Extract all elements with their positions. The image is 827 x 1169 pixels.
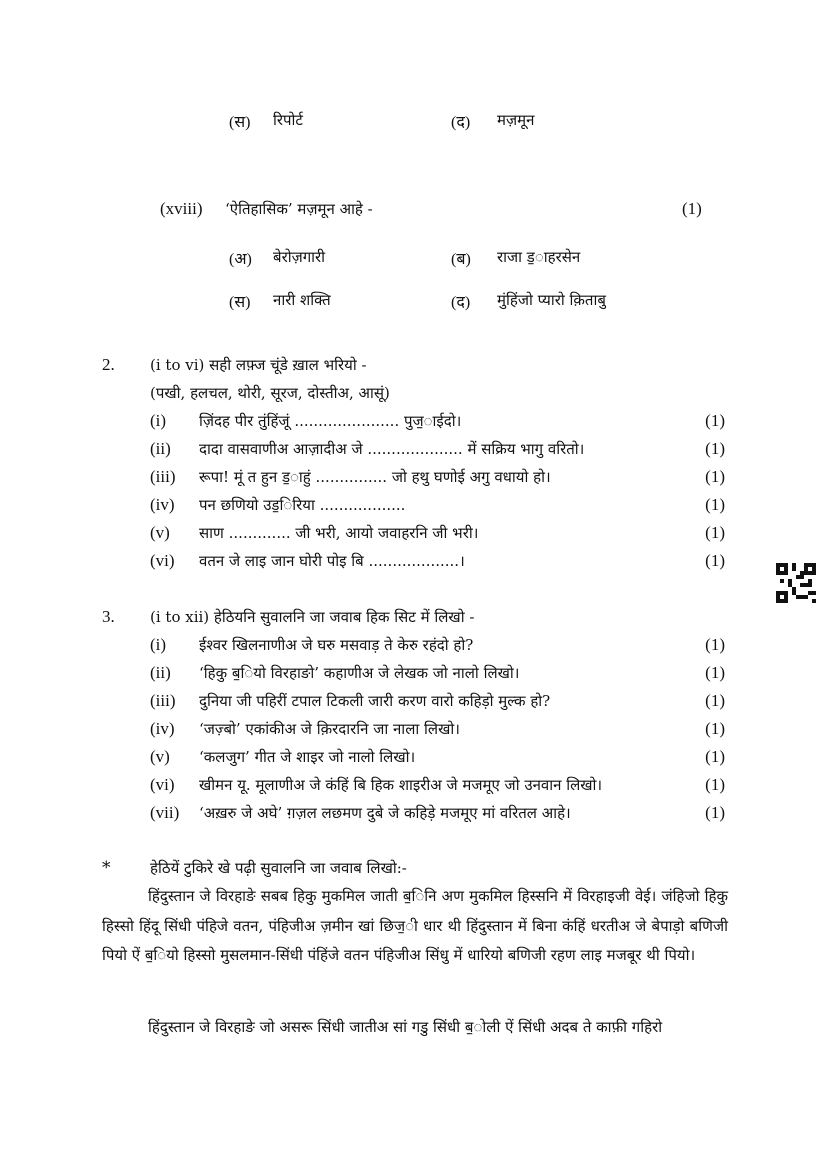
item-text: ‘हिकु ब॒ियो विरहाङो’ कहाणीअ जे लेखक जो नालो लिखो।	[199, 664, 520, 682]
question-number: (xviii)	[160, 199, 203, 218]
option-a-label: (अ)	[229, 251, 252, 268]
question-marks: (1)	[682, 199, 702, 218]
item-number: (vi)	[150, 775, 175, 794]
item-text: दादा वासवाणीअ आज़ादीअ जे .................... में सक्रिय भागु वरितो।	[199, 440, 585, 458]
item-number: (i)	[150, 635, 167, 654]
item-text: ईश्वर खिलनाणीअ जे घरु मसवाड़ ते केरु रहंदो हो?	[199, 636, 474, 654]
option-b-label: (ब)	[451, 251, 471, 268]
item-number: (ii)	[150, 663, 171, 682]
item-text: रूपा! मूं त हुन ड॒ाहुं ............... जो हथु घणोई अगु वधायो हो।	[199, 468, 551, 486]
qr-code	[776, 563, 816, 603]
item-number: (iii)	[150, 691, 176, 710]
word-bank: (पखी, हलचल, थोरी, सूरज, दोस्तीअ, आसूं)	[150, 384, 390, 402]
item-marks: (1)	[705, 411, 725, 430]
item-number: (i)	[150, 411, 167, 430]
question-number: 3.	[102, 607, 115, 626]
item-number: (v)	[150, 523, 170, 542]
passage-marker: *	[102, 858, 111, 878]
passage-paragraph-1: हिंदुस्तान जे विरहाङे सबब हिकु मुकमिल जाती ब॒िनि अण मुकमिल हिस्सनि में विरहाइजी वेई। जंहिजो हिकु हिस्सो हिंदू सिंधी पंहिजे वतन, पंहिजीअ ज़मीन खां छिज॒ी धार थी हिंदुस्तान में बिना कंहिं धरतीअ जे बेपाड़ो बणिजी पियो ऐं ब॒ियो हिस्सो मुसलमान-सिंधी पंहिंजे वतन पंहिजीअ सिंधु में धारियो बणिजी रहण लाइ मजबूर थी पियो।	[102, 887, 728, 964]
option-c-label: (स)	[229, 114, 251, 131]
item-text: खीमन यू. मूलाणीअ जे कंहिं बि हिक शाइरीअ जे मजमूए जो उनवान लिखो।	[199, 776, 603, 794]
item-text: साण ............. जी भरी, आयो जवाहरनि जी भरी।	[199, 524, 479, 542]
question-number: 2.	[102, 355, 115, 374]
item-text: पन छणियो उड॒िरिया ..................	[199, 496, 406, 514]
item-marks: (1)	[705, 495, 725, 514]
item-text: ‘कलजुग’ गीत जे शाइर जो नालो लिखो।	[199, 748, 416, 766]
item-marks: (1)	[705, 719, 725, 738]
item-marks: (1)	[705, 803, 725, 822]
option-d-label: (द)	[451, 294, 471, 311]
option-b-text: राजा ड॒ाहरसेन	[497, 248, 581, 266]
item-marks: (1)	[705, 523, 725, 542]
item-marks: (1)	[705, 635, 725, 654]
item-text: ‘जज़्बो’ एकांकीअ जे क़िरदारनि जा नाला लिखो।	[199, 720, 460, 738]
item-marks: (1)	[705, 467, 725, 486]
item-text: वतन जे लाइ जान घोरी पोइ बि ...................।	[199, 552, 465, 570]
item-number: (vii)	[150, 803, 180, 822]
option-a-text: बेरोज़गारी	[273, 248, 326, 266]
item-marks: (1)	[705, 775, 725, 794]
item-marks: (1)	[705, 439, 725, 458]
item-number: (iv)	[150, 719, 175, 738]
item-marks: (1)	[705, 747, 725, 766]
passage-instruction: हेठियें टुकिरे खे पढ़ी सुवालनि जा जवाब लिखो:-	[150, 859, 407, 877]
option-d-label: (द)	[451, 114, 471, 131]
passage-paragraph-2: हिंदुस्तान जे विरहाङे जो असरू सिंधी जातीअ सां गडु सिंधी ब॒ोली ऐं सिंधी अदब ते काफ़ी गहिरो	[148, 1018, 663, 1036]
item-text: दुनिया जी पहिरीं टपाल टिकली जारी करण वारो कहिड़ो मुल्क हो?	[199, 692, 551, 710]
question-text: ‘ऐतिहासिक’ मज़मून आहे -	[225, 200, 373, 218]
item-number: (ii)	[150, 439, 171, 458]
item-number: (iv)	[150, 495, 175, 514]
item-number: (vi)	[150, 551, 175, 570]
item-text: ‘अख़रु जे अघे’ ग़ज़ल लछमण दुबे जे कहिड़े मजमूए मां वरितल आहे।	[199, 804, 571, 822]
option-c-text: नारी शक्ति	[273, 291, 331, 309]
option-c-label: (स)	[229, 294, 251, 311]
item-number: (iii)	[150, 467, 176, 486]
item-marks: (1)	[705, 663, 725, 682]
option-c-text: रिपोर्ट	[273, 111, 303, 129]
question-heading: (i to xii) हेठियनि सुवालनि जा जवाब हिक सिट में लिखो -	[150, 608, 475, 626]
item-number: (v)	[150, 747, 170, 766]
option-d-text: मुंहिंजो प्यारो क़िताबु	[497, 291, 606, 309]
item-marks: (1)	[705, 691, 725, 710]
question-heading: (i to vi) सही लफ़्ज चूंडे ख़ाल भरियो -	[150, 356, 367, 374]
option-d-text: मज़मून	[497, 111, 535, 129]
item-marks: (1)	[705, 551, 725, 570]
item-text: ज़िंदह पीर तुंहिंजूं ...................... पुज॒ाईदो।	[199, 412, 462, 430]
